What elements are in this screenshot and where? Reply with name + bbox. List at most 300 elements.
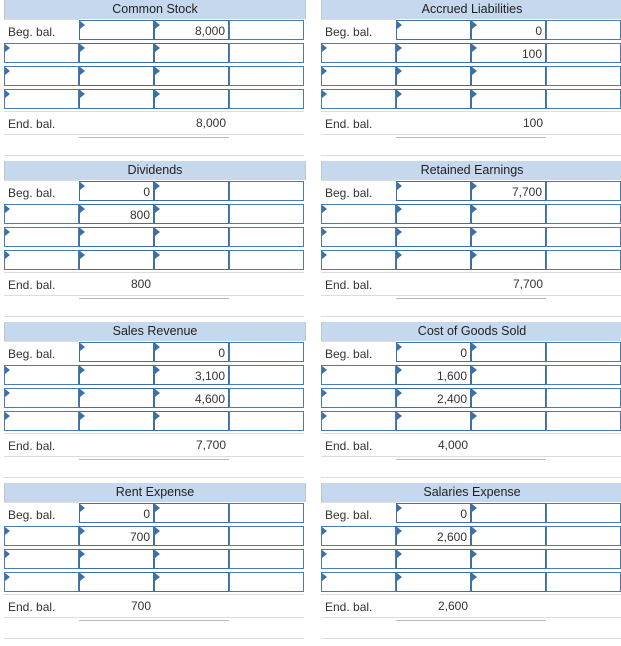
double-rule-row xyxy=(4,617,306,639)
entry-label-dropdown[interactable] xyxy=(321,227,396,247)
end-balance-row xyxy=(321,433,621,456)
total-value: 2,600 xyxy=(437,599,468,613)
debit-input[interactable] xyxy=(396,89,471,109)
extra-field[interactable] xyxy=(546,342,621,362)
field-marker-icon xyxy=(155,573,160,581)
extra-field[interactable] xyxy=(229,503,304,523)
credit-input[interactable] xyxy=(154,388,229,408)
extra-field[interactable] xyxy=(546,43,621,63)
debit-input[interactable] xyxy=(79,204,154,224)
debit-input[interactable] xyxy=(396,20,471,40)
credit-input[interactable] xyxy=(154,204,229,224)
beg-bal-label xyxy=(4,19,79,42)
debit-input[interactable] xyxy=(79,89,154,109)
debit-input[interactable] xyxy=(79,250,154,270)
dropdown-arrow-icon xyxy=(322,228,327,236)
end-extra xyxy=(546,111,621,133)
end-balance-row xyxy=(4,594,306,617)
account-title: Dividends xyxy=(127,163,183,177)
end-debit-total xyxy=(79,433,154,455)
account-re xyxy=(321,161,621,317)
beg-bal-label xyxy=(4,502,79,525)
end-bal-text: End. bal. xyxy=(325,278,373,292)
dropdown-arrow-icon xyxy=(322,44,327,52)
debit-input[interactable] xyxy=(79,66,154,86)
extra-field[interactable] xyxy=(229,181,304,201)
double-rule-row xyxy=(321,134,621,156)
field-marker-icon xyxy=(80,389,85,397)
entry-label-dropdown[interactable] xyxy=(321,411,396,431)
dropdown-arrow-icon xyxy=(5,251,10,259)
ledger-row xyxy=(321,525,621,548)
amount-value: 0 xyxy=(218,346,225,360)
dropdown-arrow-icon xyxy=(5,550,10,558)
entry-label-dropdown[interactable] xyxy=(4,572,79,592)
amount-value: 4,600 xyxy=(194,392,225,406)
total-value: 4,000 xyxy=(437,438,468,452)
credit-input[interactable] xyxy=(471,181,546,201)
debit-input[interactable] xyxy=(396,342,471,362)
amount-value: 0 xyxy=(143,185,150,199)
account-sr xyxy=(4,322,306,478)
account-al xyxy=(321,0,621,156)
entry-label-dropdown[interactable] xyxy=(321,66,396,86)
end-bal-text: End. bal. xyxy=(325,439,373,453)
debit-input[interactable] xyxy=(396,549,471,569)
extra-field[interactable] xyxy=(229,204,304,224)
ledger-row xyxy=(321,571,621,594)
spacer-row xyxy=(4,456,304,478)
field-marker-icon xyxy=(397,44,402,52)
extra-field[interactable] xyxy=(229,388,304,408)
credit-input[interactable] xyxy=(471,227,546,247)
field-marker-icon xyxy=(397,550,402,558)
entry-label-dropdown[interactable] xyxy=(4,365,79,385)
end-balance-row xyxy=(321,272,621,295)
end-credit-total xyxy=(154,433,229,455)
debit-input[interactable] xyxy=(396,43,471,63)
debit-input[interactable] xyxy=(396,181,471,201)
ledger-row xyxy=(4,180,306,203)
ledger-row xyxy=(4,548,306,571)
credit-input[interactable] xyxy=(154,43,229,63)
extra-field[interactable] xyxy=(546,204,621,224)
field-marker-icon xyxy=(397,412,402,420)
ledger-row xyxy=(4,410,306,433)
field-marker-icon xyxy=(397,21,402,29)
ledger-row xyxy=(321,249,621,272)
account-title: Salaries Expense xyxy=(423,485,521,499)
credit-input[interactable] xyxy=(471,20,546,40)
field-marker-icon xyxy=(397,573,402,581)
extra-field[interactable] xyxy=(229,43,304,63)
field-marker-icon xyxy=(397,182,402,190)
debit-input[interactable] xyxy=(79,365,154,385)
credit-input[interactable] xyxy=(154,89,229,109)
field-marker-icon xyxy=(80,205,85,213)
field-marker-icon xyxy=(397,90,402,98)
end-bal-label xyxy=(321,111,396,134)
dropdown-arrow-icon xyxy=(322,205,327,213)
beg-bal-label xyxy=(321,502,396,525)
end-bal-label xyxy=(4,433,79,456)
debit-input[interactable] xyxy=(79,227,154,247)
spacer-row xyxy=(321,617,621,639)
field-marker-icon xyxy=(80,67,85,75)
credit-input[interactable] xyxy=(154,181,229,201)
debit-input[interactable] xyxy=(79,526,154,546)
credit-input[interactable] xyxy=(471,43,546,63)
debit-input[interactable] xyxy=(79,388,154,408)
field-marker-icon xyxy=(155,412,160,420)
end-bal-label xyxy=(4,272,79,295)
debit-input[interactable] xyxy=(79,572,154,592)
entry-label-dropdown[interactable] xyxy=(321,250,396,270)
field-marker-icon xyxy=(397,67,402,75)
credit-input[interactable] xyxy=(154,250,229,270)
ledger-row xyxy=(321,387,621,410)
field-marker-icon xyxy=(80,228,85,236)
account-header xyxy=(321,0,621,19)
extra-field[interactable] xyxy=(229,572,304,592)
entry-label-dropdown[interactable] xyxy=(321,89,396,109)
debit-input[interactable] xyxy=(396,526,471,546)
amount-value: 100 xyxy=(521,47,542,61)
debit-input[interactable] xyxy=(79,43,154,63)
entry-label-dropdown[interactable] xyxy=(4,549,79,569)
credit-input[interactable] xyxy=(154,549,229,569)
end-extra xyxy=(546,433,621,455)
end-extra xyxy=(229,111,304,133)
dropdown-arrow-icon xyxy=(5,90,10,98)
field-marker-icon xyxy=(155,205,160,213)
credit-input[interactable] xyxy=(471,89,546,109)
dropdown-arrow-icon xyxy=(322,550,327,558)
field-marker-icon xyxy=(80,90,85,98)
beg-bal-text: Beg. bal. xyxy=(325,508,373,522)
end-extra xyxy=(546,594,621,616)
credit-input[interactable] xyxy=(471,66,546,86)
entry-label-dropdown[interactable] xyxy=(321,43,396,63)
entry-label-dropdown[interactable] xyxy=(4,89,79,109)
credit-input[interactable] xyxy=(471,549,546,569)
ledger-row xyxy=(321,226,621,249)
field-marker-icon xyxy=(80,504,85,512)
ledger-row xyxy=(4,249,306,272)
beg-bal-text: Beg. bal. xyxy=(8,508,56,522)
beg-bal-label xyxy=(321,341,396,364)
ledger-row xyxy=(321,42,621,65)
credit-input[interactable] xyxy=(154,20,229,40)
field-marker-icon xyxy=(472,182,477,190)
beg-bal-text: Beg. bal. xyxy=(325,25,373,39)
field-marker-icon xyxy=(80,21,85,29)
total-value: 7,700 xyxy=(195,438,226,452)
end-balance-row xyxy=(4,272,306,295)
end-extra xyxy=(546,272,621,294)
debit-input[interactable] xyxy=(79,411,154,431)
end-debit-total xyxy=(79,272,154,294)
extra-field[interactable] xyxy=(546,20,621,40)
spacer-row xyxy=(321,295,621,317)
total-value: 800 xyxy=(130,277,151,291)
amount-value: 0 xyxy=(460,507,467,521)
end-extra xyxy=(229,433,304,455)
field-marker-icon xyxy=(155,343,160,351)
end-bal-label xyxy=(321,433,396,456)
debit-input[interactable] xyxy=(396,503,471,523)
dropdown-arrow-icon xyxy=(322,573,327,581)
extra-field[interactable] xyxy=(229,66,304,86)
entry-label-dropdown[interactable] xyxy=(321,365,396,385)
beg-bal-text: Beg. bal. xyxy=(8,186,56,200)
dropdown-arrow-icon xyxy=(322,251,327,259)
field-marker-icon xyxy=(397,205,402,213)
dropdown-arrow-icon xyxy=(5,205,10,213)
entry-label-dropdown[interactable] xyxy=(4,388,79,408)
entry-label-dropdown[interactable] xyxy=(321,526,396,546)
entry-label-dropdown[interactable] xyxy=(321,204,396,224)
amount-value: 700 xyxy=(129,530,150,544)
extra-field[interactable] xyxy=(546,526,621,546)
field-marker-icon xyxy=(472,504,477,512)
entry-label-dropdown[interactable] xyxy=(4,227,79,247)
end-bal-text: End. bal. xyxy=(8,117,56,131)
field-marker-icon xyxy=(397,251,402,259)
credit-input[interactable] xyxy=(154,365,229,385)
extra-field[interactable] xyxy=(229,89,304,109)
account-title: Rent Expense xyxy=(115,485,195,499)
field-marker-icon xyxy=(155,228,160,236)
field-marker-icon xyxy=(472,389,477,397)
extra-field[interactable] xyxy=(546,365,621,385)
beg-bal-text: Beg. bal. xyxy=(8,25,56,39)
extra-field[interactable] xyxy=(546,411,621,431)
extra-field[interactable] xyxy=(546,89,621,109)
extra-field[interactable] xyxy=(546,66,621,86)
field-marker-icon xyxy=(155,389,160,397)
credit-input[interactable] xyxy=(471,388,546,408)
extra-field[interactable] xyxy=(546,181,621,201)
debit-input[interactable] xyxy=(396,250,471,270)
end-balance-row xyxy=(321,594,621,617)
beg-bal-text: Beg. bal. xyxy=(325,347,373,361)
dropdown-arrow-icon xyxy=(322,412,327,420)
credit-input[interactable] xyxy=(471,411,546,431)
ledger-row xyxy=(4,387,306,410)
dropdown-arrow-icon xyxy=(322,90,327,98)
ledger-row xyxy=(321,88,621,111)
entry-label-dropdown[interactable] xyxy=(321,572,396,592)
beg-bal-label xyxy=(4,341,79,364)
double-rule-row xyxy=(321,456,621,478)
entry-label-dropdown[interactable] xyxy=(4,204,79,224)
ledger-row xyxy=(4,502,306,525)
field-marker-icon xyxy=(80,573,85,581)
ledger-row xyxy=(321,364,621,387)
total-value: 700 xyxy=(130,599,151,613)
account-cogs xyxy=(321,322,621,478)
end-credit-total xyxy=(154,594,229,616)
end-debit-total xyxy=(396,111,471,133)
dropdown-arrow-icon xyxy=(5,44,10,52)
debit-input[interactable] xyxy=(79,549,154,569)
ledger-row xyxy=(4,65,306,88)
extra-field[interactable] xyxy=(229,342,304,362)
extra-field[interactable] xyxy=(546,388,621,408)
field-marker-icon xyxy=(472,67,477,75)
extra-field[interactable] xyxy=(546,572,621,592)
end-credit-total xyxy=(154,272,229,294)
amount-value: 800 xyxy=(129,208,150,222)
field-marker-icon xyxy=(472,251,477,259)
debit-input[interactable] xyxy=(396,572,471,592)
field-marker-icon xyxy=(472,44,477,52)
field-marker-icon xyxy=(80,251,85,259)
extra-field[interactable] xyxy=(229,250,304,270)
ledger-row xyxy=(4,525,306,548)
field-marker-icon xyxy=(155,90,160,98)
field-marker-icon xyxy=(472,228,477,236)
debit-input[interactable] xyxy=(79,342,154,362)
account-header xyxy=(4,483,306,502)
field-marker-icon xyxy=(472,573,477,581)
entry-label-dropdown[interactable] xyxy=(4,411,79,431)
account-cs xyxy=(4,0,306,156)
field-marker-icon xyxy=(80,182,85,190)
account-div xyxy=(4,161,306,317)
credit-input[interactable] xyxy=(471,250,546,270)
credit-input[interactable] xyxy=(471,365,546,385)
ledger-row xyxy=(321,19,621,42)
end-extra xyxy=(229,272,304,294)
ledger-row xyxy=(4,571,306,594)
end-debit-total xyxy=(396,433,471,455)
debit-input[interactable] xyxy=(79,503,154,523)
end-bal-text: End. bal. xyxy=(325,600,373,614)
extra-field[interactable] xyxy=(546,549,621,569)
credit-input[interactable] xyxy=(154,66,229,86)
ledger-row xyxy=(4,364,306,387)
extra-field[interactable] xyxy=(229,549,304,569)
amount-value: 2,600 xyxy=(436,530,467,544)
credit-input[interactable] xyxy=(154,342,229,362)
debit-input[interactable] xyxy=(79,181,154,201)
end-credit-total xyxy=(154,111,229,133)
entry-label-dropdown[interactable] xyxy=(321,388,396,408)
extra-field[interactable] xyxy=(229,20,304,40)
credit-input[interactable] xyxy=(471,503,546,523)
field-marker-icon xyxy=(472,366,477,374)
double-rule-row xyxy=(321,617,621,639)
end-bal-label xyxy=(321,594,396,617)
end-debit-total xyxy=(79,594,154,616)
end-debit-total xyxy=(396,594,471,616)
credit-input[interactable] xyxy=(154,227,229,247)
double-rule-row xyxy=(4,295,306,317)
account-header xyxy=(4,322,306,341)
spacer-row xyxy=(4,134,304,156)
total-value: 7,700 xyxy=(512,277,543,291)
dropdown-arrow-icon xyxy=(5,527,10,535)
ledger-row xyxy=(321,203,621,226)
beg-bal-text: Beg. bal. xyxy=(325,186,373,200)
extra-field[interactable] xyxy=(229,227,304,247)
end-bal-text: End. bal. xyxy=(8,439,56,453)
credit-input[interactable] xyxy=(471,342,546,362)
entry-label-dropdown[interactable] xyxy=(4,250,79,270)
debit-input[interactable] xyxy=(396,227,471,247)
amount-value: 2,400 xyxy=(436,392,467,406)
account-title: Cost of Goods Sold xyxy=(417,324,527,338)
spacer-row xyxy=(4,295,304,317)
extra-field[interactable] xyxy=(229,526,304,546)
ledger-row xyxy=(321,180,621,203)
extra-field[interactable] xyxy=(229,365,304,385)
ledger-row xyxy=(4,19,306,42)
entry-label-dropdown[interactable] xyxy=(4,43,79,63)
account-header xyxy=(4,0,306,19)
debit-input[interactable] xyxy=(396,411,471,431)
end-bal-text: End. bal. xyxy=(325,117,373,131)
extra-field[interactable] xyxy=(546,503,621,523)
ledger-row xyxy=(321,341,621,364)
dropdown-arrow-icon xyxy=(322,67,327,75)
credit-input[interactable] xyxy=(154,503,229,523)
account-header xyxy=(321,322,621,341)
field-marker-icon xyxy=(155,504,160,512)
dropdown-arrow-icon xyxy=(5,573,10,581)
amount-value: 0 xyxy=(460,346,467,360)
debit-input[interactable] xyxy=(79,20,154,40)
field-marker-icon xyxy=(80,527,85,535)
entry-label-dropdown[interactable] xyxy=(4,66,79,86)
end-extra xyxy=(229,594,304,616)
extra-field[interactable] xyxy=(229,411,304,431)
field-marker-icon xyxy=(155,251,160,259)
debit-input[interactable] xyxy=(396,365,471,385)
account-header xyxy=(321,161,621,180)
end-bal-label xyxy=(4,594,79,617)
field-marker-icon xyxy=(472,527,477,535)
credit-input[interactable] xyxy=(154,526,229,546)
ledger-row xyxy=(4,341,306,364)
credit-input[interactable] xyxy=(471,572,546,592)
end-credit-total xyxy=(471,594,546,616)
credit-input[interactable] xyxy=(154,572,229,592)
end-balance-row xyxy=(4,433,306,456)
dropdown-arrow-icon xyxy=(5,366,10,374)
credit-input[interactable] xyxy=(471,526,546,546)
debit-input[interactable] xyxy=(396,204,471,224)
field-marker-icon xyxy=(472,21,477,29)
debit-input[interactable] xyxy=(396,66,471,86)
entry-label-dropdown[interactable] xyxy=(321,549,396,569)
field-marker-icon xyxy=(472,90,477,98)
credit-input[interactable] xyxy=(154,411,229,431)
credit-input[interactable] xyxy=(471,204,546,224)
entry-label-dropdown[interactable] xyxy=(4,526,79,546)
field-marker-icon xyxy=(155,182,160,190)
dropdown-arrow-icon xyxy=(322,366,327,374)
extra-field[interactable] xyxy=(546,227,621,247)
debit-input[interactable] xyxy=(396,388,471,408)
field-marker-icon xyxy=(397,504,402,512)
spacer-row xyxy=(321,456,621,478)
account-header xyxy=(321,483,621,502)
extra-field[interactable] xyxy=(546,250,621,270)
field-marker-icon xyxy=(397,366,402,374)
